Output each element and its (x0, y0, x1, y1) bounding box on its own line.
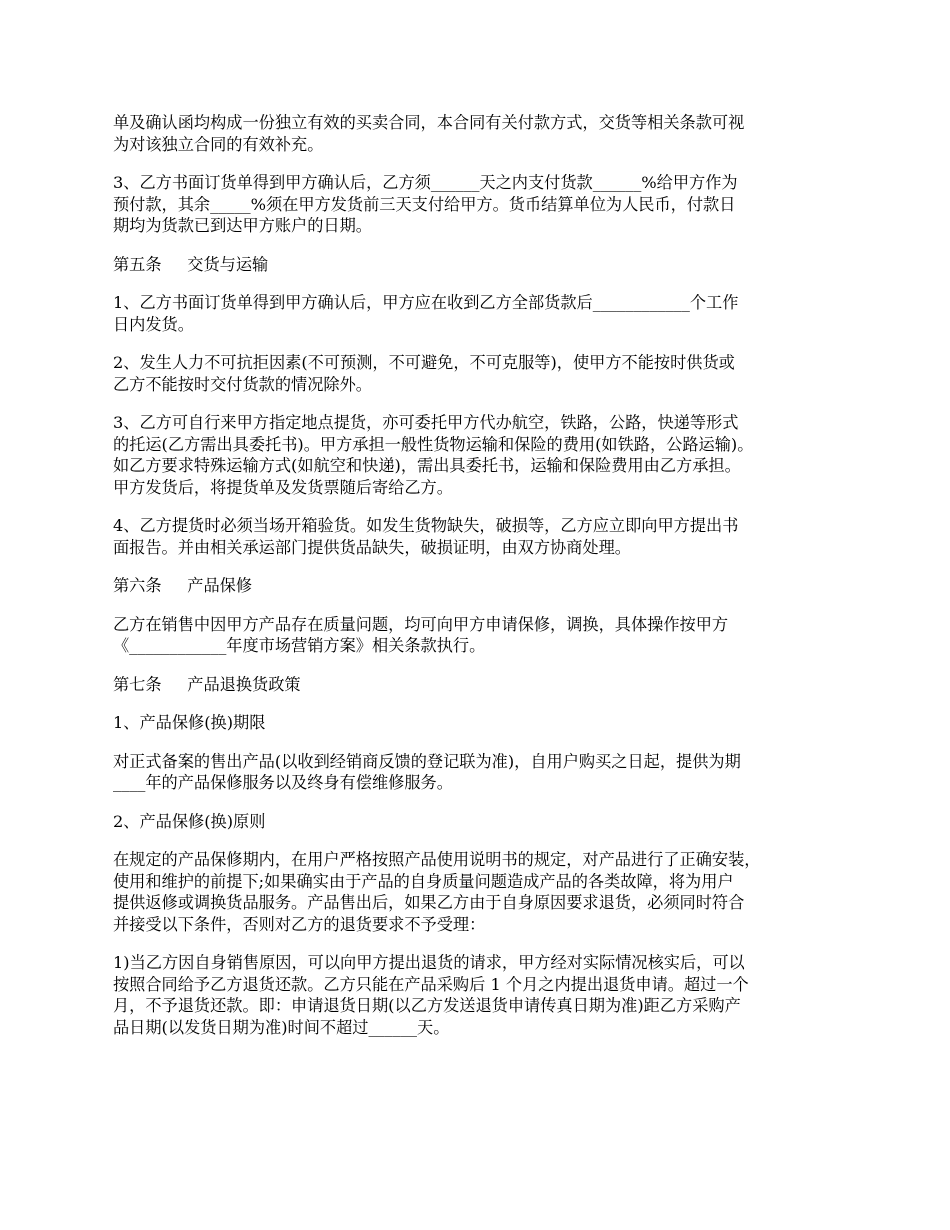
paragraph-warranty-principles: 在规定的产品保修期内，在用户严格按照产品使用说明书的规定，对产品进行了正确安装， 使用和维护的前提下;如果确实由于产品的自身质量问题造成产品的各类故障，将为用户 提供返修或调换货品服务。产品售出后，如果乙方由于自身原因要求退货，必须同时符合 并接受以下条件，否则对乙方的退货要求不予受理： (113, 850, 761, 934)
document-page (113, 112, 855, 1055)
paragraph-payment-terms: 3、乙方书面订货单得到甲方确认后，乙方须______天之内支付货款______%给甲方作为 预付款，其余_____%须在甲方发货前三天支付给甲方。货币结算单位为人民币，付款日 期均为货款已到达甲方账户的日期。 (113, 173, 738, 235)
paragraph-force-majeure: 2、发生人力不可抗拒因素(不可预测，不可避免，不可克服等)，使甲方不能按时供货或 乙方不能按时交付货款的情况除外。 (113, 353, 735, 394)
section-heading-article-6: 第六条 产品保修 (113, 576, 253, 595)
paragraph-transport-methods: 3、乙方可自行来甲方指定地点提货，亦可委托甲方代办航空，铁路，公路，快递等形式 的托运(乙方需出具委托书)。甲方承担一般性货物运输和保险的费用(如铁路，公路运输)。 如乙方要求特殊运输方式(如航空和快递)，需出具委托书，运输和保险费用由乙方承担。 甲方发货后，将提货单及发货票随后寄给乙方。 (113, 413, 754, 497)
paragraph-contract-validity: 单及确认函均构成一份独立有效的买卖合同，本合同有关付款方式，交货等相关条款可视 为对该独立合同的有效补充。 (113, 113, 745, 154)
subheading-warranty-period: 1、产品保修(换)期限 (113, 713, 266, 732)
section-heading-article-7: 第七条 产品退换货政策 (113, 674, 301, 694)
paragraph-warranty-period: 对正式备案的售出产品(以收到经销商反馈的登记联为准)，自用户购买之日起，提供为期 ____年的产品保修服务以及终身有偿维修服务。 (113, 751, 741, 792)
paragraph-inspection: 4、乙方提货时必须当场开箱验货。如发生货物缺失，破损等，乙方应立即向甲方提出书 面报告。并由相关承运部门提供货品缺失，破损证明，由双方协商处理。 (113, 516, 739, 557)
paragraph-warranty-application: 乙方在销售中因甲方产品存在质量问题，均可向甲方申请保修，调换，具体操作按甲方 《____________年度市场营销方案》相关条款执行。 (113, 614, 729, 655)
section-heading-article-5: 第五条 交货与运输 (113, 254, 269, 274)
paragraph-delivery-time: 1、乙方书面订货单得到甲方确认后，甲方应在收到乙方全部货款后____________个工作 日内发货。 (113, 293, 739, 334)
subheading-warranty-principles: 2、产品保修(换)原则 (113, 811, 266, 831)
paragraph-return-conditions: 1)当乙方因自身销售原因，可以向甲方提出退货的请求，甲方经对实际情况核实后，可以 按照合同给予乙方退货还款。乙方只能在产品采购后 1 个月之内提出退货申请。超过一个 月，不予退货还款。即：申请退货日期(以乙方发送退货申请传真日期为准)距乙方采购产 品日期(以发货日期为准)时间不超过______天。 (113, 953, 749, 1037)
